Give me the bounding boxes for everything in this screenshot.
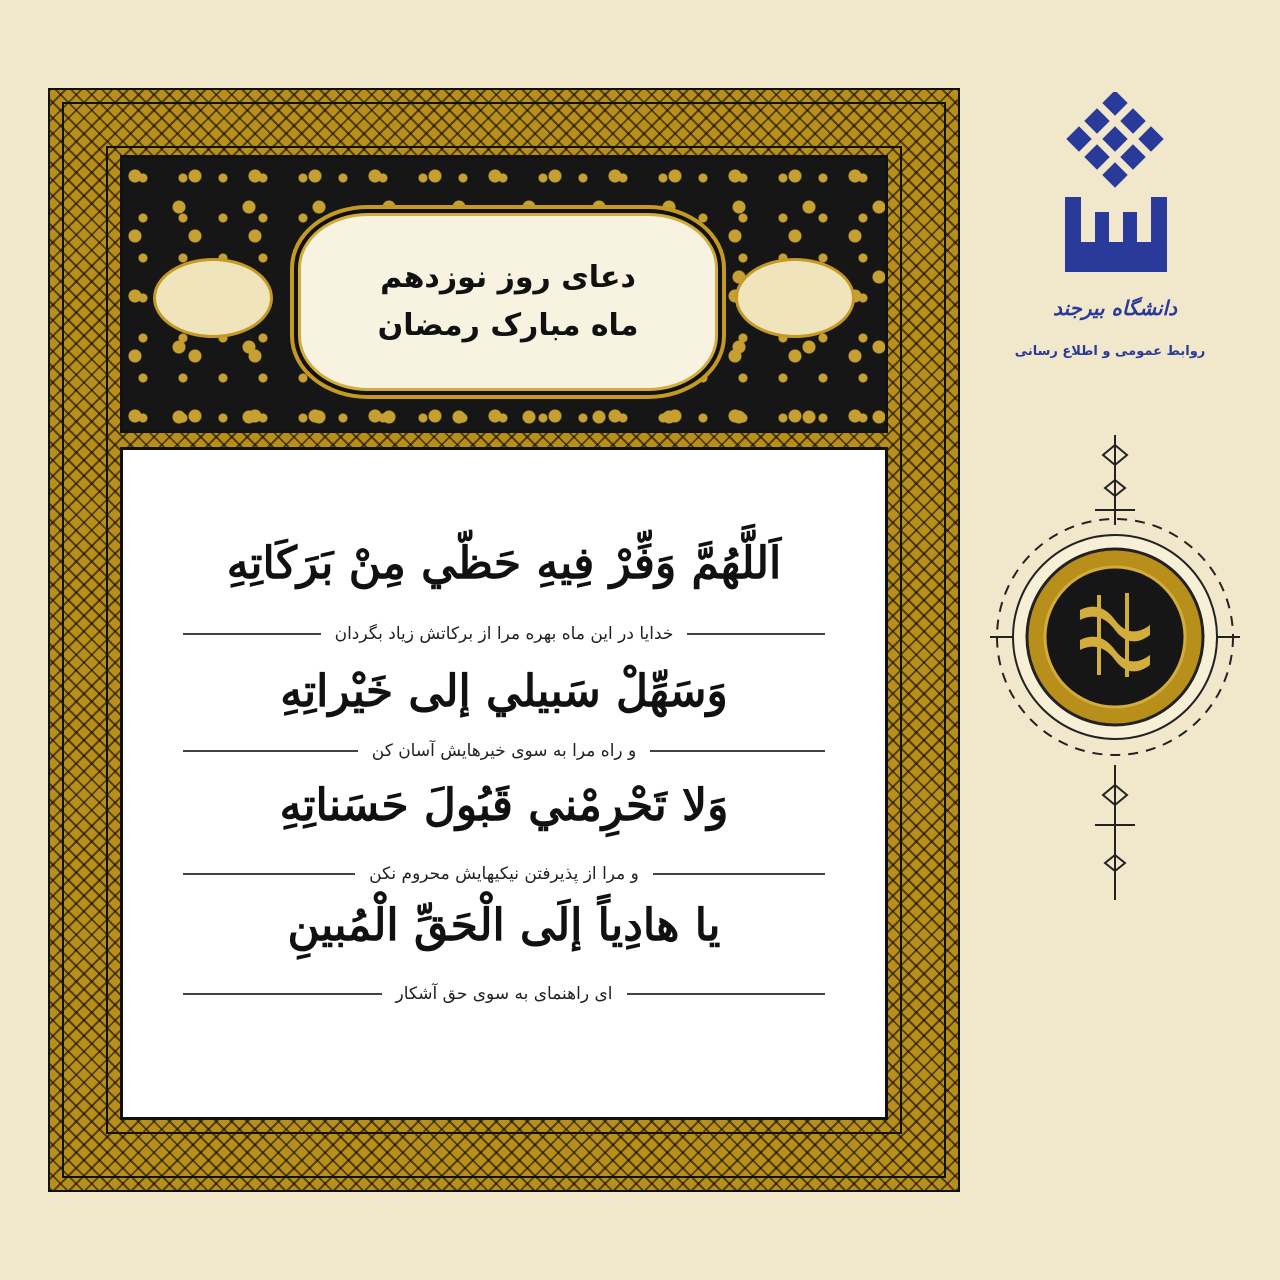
verse-translation — [183, 737, 825, 765]
translation-text: و راه مرا به سوی خیرهایش آسان کن — [371, 741, 637, 761]
translation-text: خدایا در این ماه بهره مرا از برکاتش زیاد بگردان — [334, 624, 674, 644]
divider-line — [183, 993, 382, 995]
department-name: روابط عمومی و اطلاع رسانی — [1014, 344, 1206, 359]
right-medallion — [735, 258, 855, 338]
divider-line — [183, 633, 321, 635]
translation-text: و مرا از پذیرفتن نیکیهایش محروم نکن — [369, 864, 639, 884]
verse-arabic: يا هادِياً إلَى الْحَقِّ الْمُبينِ — [287, 900, 721, 951]
left-medallion — [153, 258, 273, 338]
university-name: دانشگاه بیرجند — [1053, 296, 1177, 320]
verse-arabic: وَلا تَحْرِمْني قَبُولَ حَسَناتِهِ — [279, 780, 729, 831]
calligraphy-medallion-icon — [985, 425, 1245, 905]
divider-line — [653, 873, 825, 875]
title-line-2: ماه مبارک رمضان — [377, 308, 639, 343]
prayer-text-panel — [120, 447, 888, 1120]
verse-translation — [183, 620, 825, 648]
divider-line — [183, 873, 355, 875]
title-line-1: دعای روز نوزدهم — [380, 260, 636, 295]
verse-arabic: اَللَّهُمَّ وَفِّرْ فِيهِ حَظّي مِنْ بَرَكَاتِهِ — [226, 538, 782, 589]
divider-line — [183, 750, 358, 752]
divider-line — [687, 633, 825, 635]
verse-translation — [183, 980, 825, 1008]
university-logo-icon — [1060, 92, 1170, 292]
title-cartouche — [298, 213, 718, 391]
divider-line — [650, 750, 825, 752]
verse-translation — [183, 860, 825, 888]
header-illumination — [120, 155, 888, 433]
translation-text: ای راهنمای به سوی حق آشکار — [395, 984, 613, 1004]
verse-arabic: وَسَهِّلْ سَبيلي إلى خَيْراتِهِ — [280, 666, 728, 717]
divider-line — [627, 993, 826, 995]
